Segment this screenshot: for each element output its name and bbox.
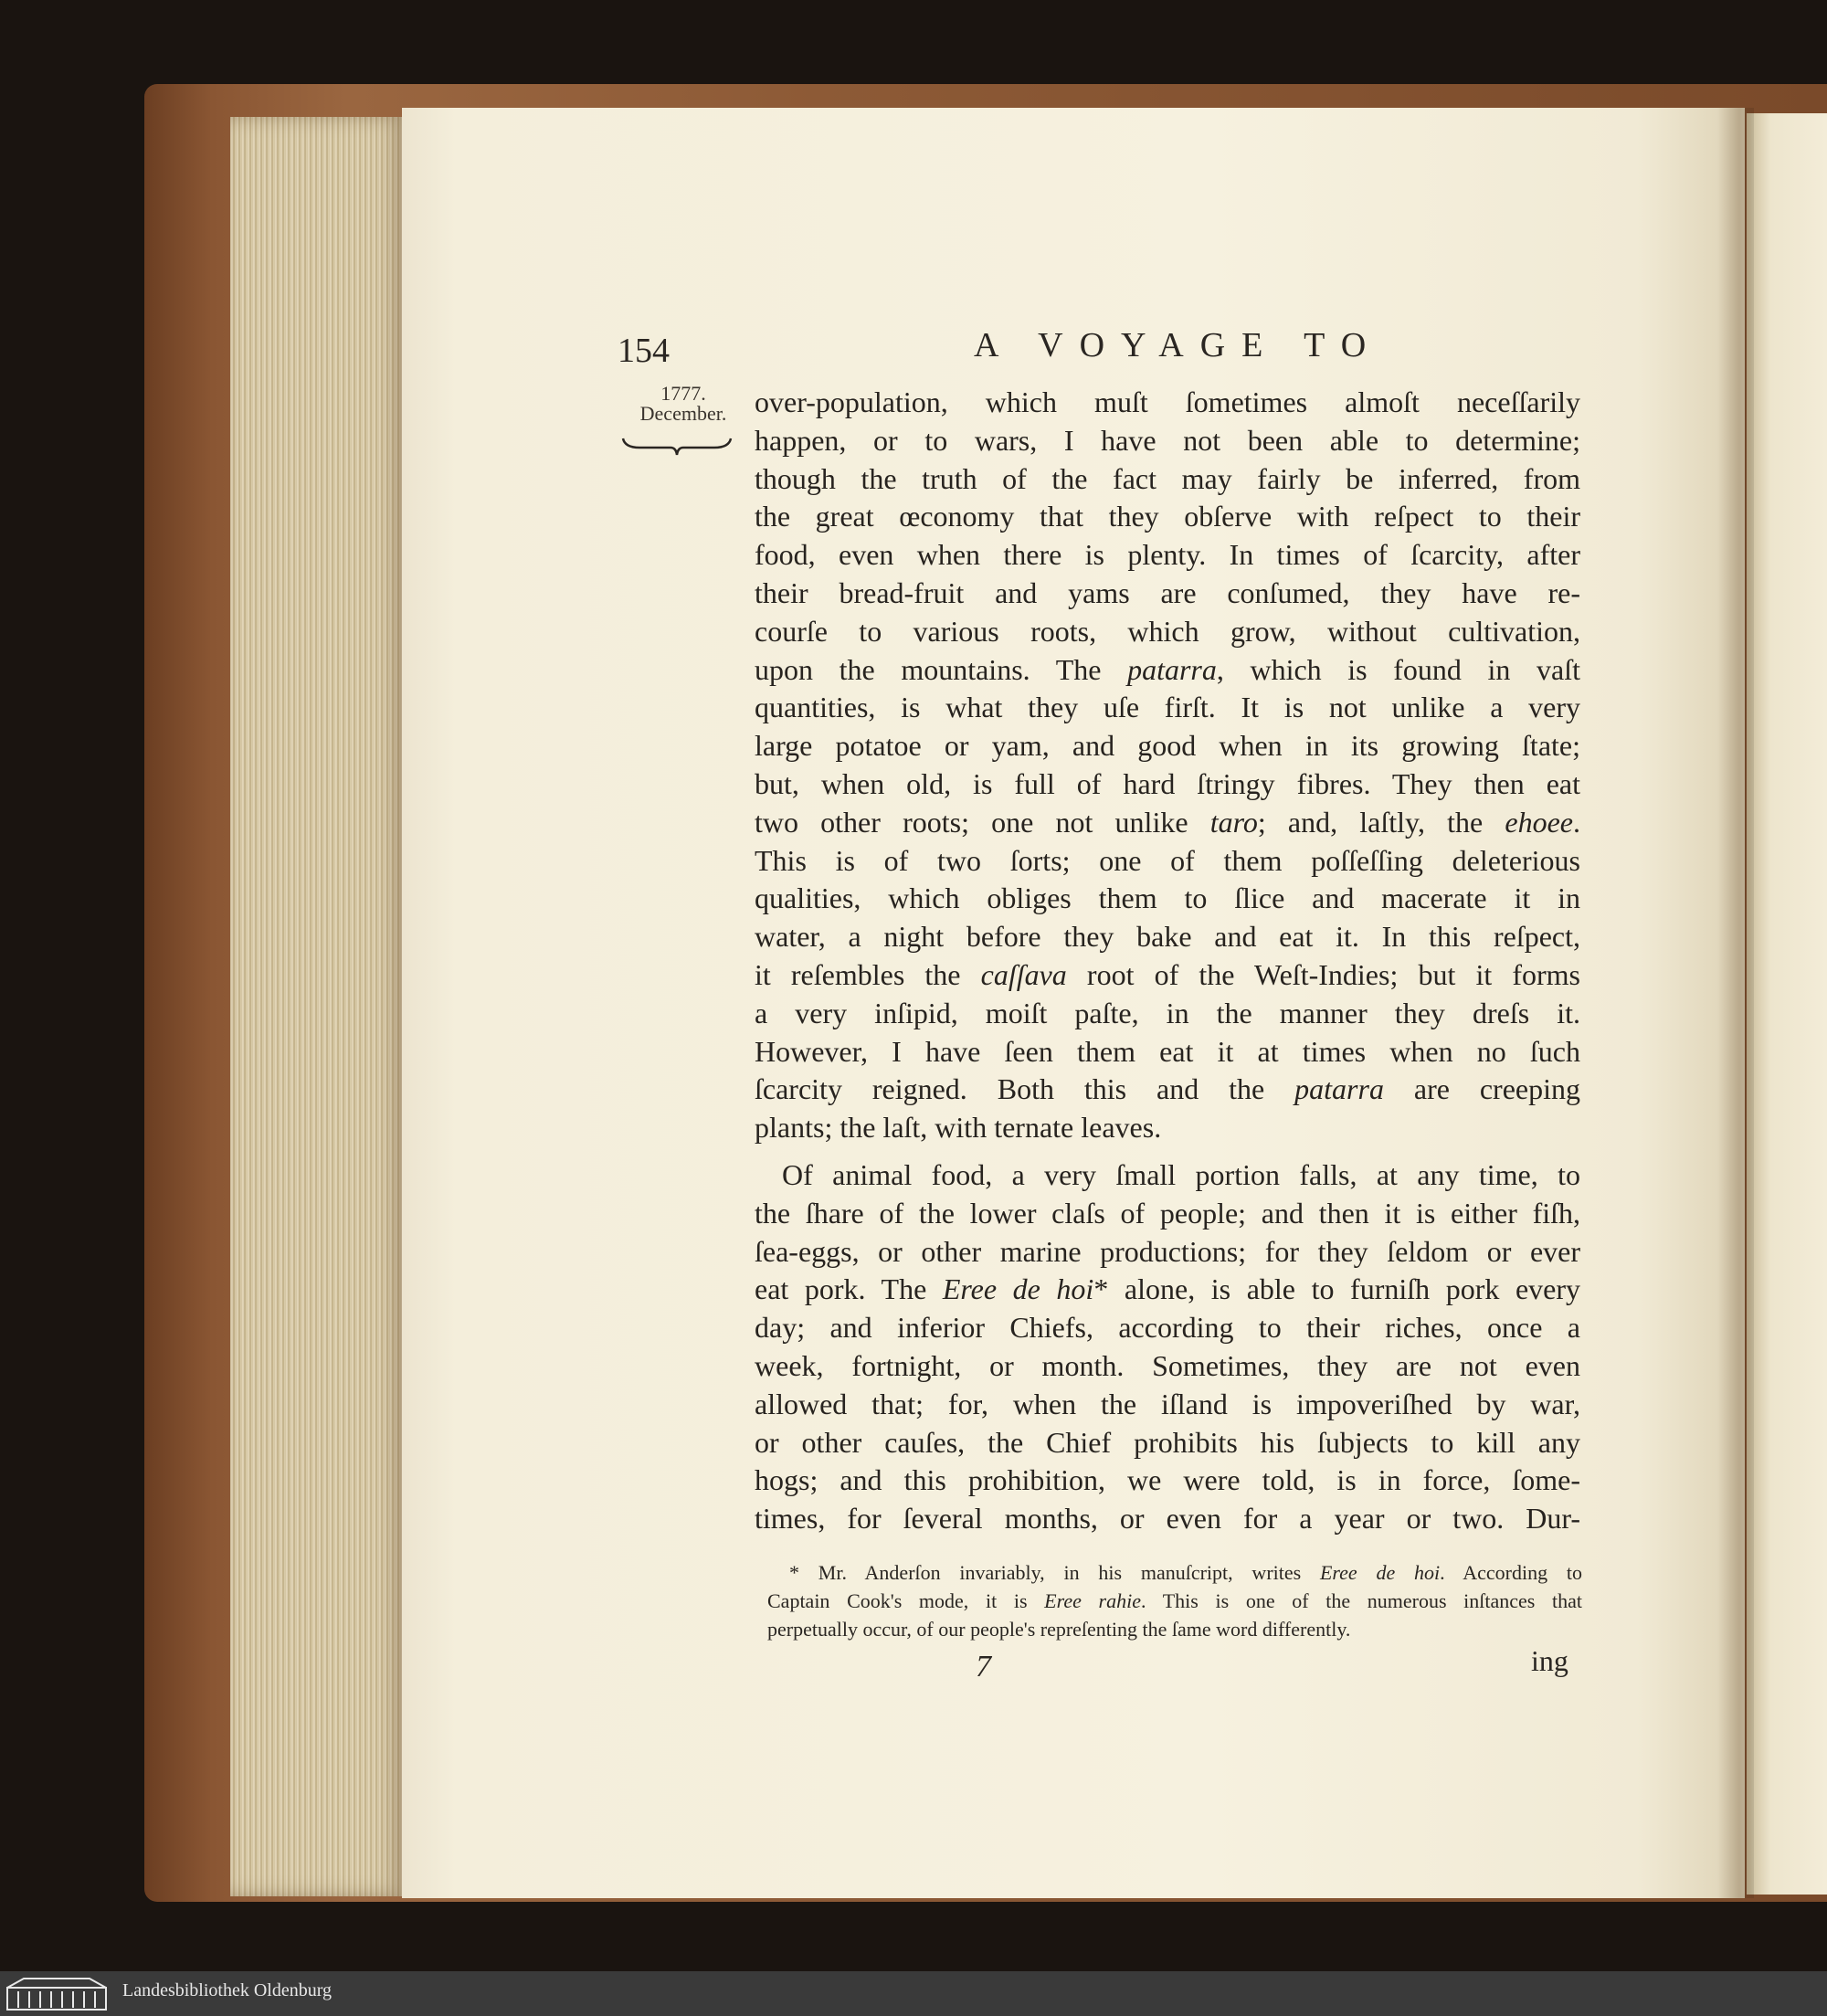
footer-bar [0, 1971, 1827, 2016]
text-line: a very inſipid, moiſt paſte, in the manner they dreſs it. [755, 996, 1580, 1029]
margin-note [628, 384, 738, 424]
body-text [755, 384, 1580, 1538]
margin-note-month: December. [639, 402, 727, 425]
text-line: quantities, is what they uſe firſt. It is not unlike a very [755, 691, 1580, 724]
text-line: the ſhare of the lower claſs of people; and then it is either fiſh, [755, 1196, 1580, 1230]
text-line: though the truth of the fact may fairly be inferred, from [755, 461, 1580, 495]
text-line: courſe to various roots, which grow, without cultivation, [755, 614, 1580, 648]
text-line: upon the mountains. The patarra, which is found in vaſt [755, 652, 1581, 686]
text-line: ſea-eggs, or other marine productions; for they ſeldom or ever [755, 1234, 1580, 1268]
text-line: or other cauſes, the Chief prohibits his ſubjects to kill any [755, 1425, 1580, 1459]
page-number: 154 [618, 332, 670, 370]
text-line: the great œconomy that they obſerve with reſpect to their [755, 500, 1580, 533]
text-line: hogs; and this prohibition, we were told, is in force, ſome- [755, 1463, 1580, 1497]
facing-page [1747, 113, 1827, 1895]
text-line: week, fortnight, or month. Sometimes, they are not even [755, 1348, 1580, 1382]
text-line: water, a night before they bake and eat it. In this reſpect, [755, 920, 1580, 954]
text-line: over-population, which muſt ſometimes almoſt neceſſarily [755, 385, 1580, 418]
running-head-title: A VOYAGE TO [974, 326, 1383, 364]
text-line: eat pork. The Eree de hoi* alone, is able to furniſh pork every [755, 1272, 1581, 1306]
text-line: Of animal food, a very ſmall portion falls, at any time, to [782, 1157, 1580, 1191]
text-line: This is of two ſorts; one of them poſſeſſing deleterious [755, 843, 1580, 877]
text-line: two other roots; one not unlike taro; and, laſtly, the ehoee. [755, 805, 1580, 839]
library-building-icon [5, 1975, 108, 2011]
page-gutter-shadow [1717, 108, 1754, 1898]
text-line: happen, or to wars, I have not been able to determine; [755, 423, 1580, 457]
text-line: ſcarcity reigned. Both this and the patarra are creeping [755, 1072, 1581, 1106]
footnote [767, 1558, 1582, 1643]
library-name: Landesbibliothek Oldenburg [122, 1980, 333, 2000]
text-line: plants; the laſt, with ternate leaves. [755, 1111, 1162, 1145]
catchword: ing [1531, 1644, 1568, 1677]
text-line: their bread-fruit and yams are conſumed, they have re- [755, 575, 1580, 609]
page-edges [230, 117, 404, 1896]
text-line: times, for ſeveral months, or even for a year or two. Dur- [755, 1502, 1580, 1536]
text-line: allowed that; for, when the iſland is impoveriſhed by war, [755, 1387, 1580, 1420]
text-line: day; and inferior Chiefs, according to their riches, once a [755, 1311, 1580, 1345]
text-line: food, even when there is plenty. In times of ſcarcity, after [755, 538, 1580, 572]
footnote-line: * Mr. Anderſon invariably, in his manuſcript, writes Eree de hoi. According to [789, 1561, 1582, 1584]
text-line: However, I have ſeen them eat it at times when no ſuch [755, 1034, 1580, 1068]
brace-icon [621, 437, 733, 457]
footnote-line: perpetually occur, of our people's repreſenting the ſame word differently. [767, 1618, 1351, 1641]
signature-mark: 7 [976, 1650, 991, 1684]
text-line: qualities, which obliges them to ſlice and macerate it in [755, 881, 1580, 915]
margin-note-year: 1777. [660, 382, 706, 405]
text-line: but, when old, is full of hard ſtringy fibres. They then eat [755, 766, 1580, 800]
text-line: large potatoe or yam, and good when in its growing ſtate; [755, 729, 1580, 763]
footnote-line: Captain Cook's mode, it is Eree rahie. This is one of the numerous inſtances that [767, 1589, 1583, 1612]
text-line: it reſembles the caſſava root of the Weſt-Indies; but it forms [755, 957, 1581, 991]
